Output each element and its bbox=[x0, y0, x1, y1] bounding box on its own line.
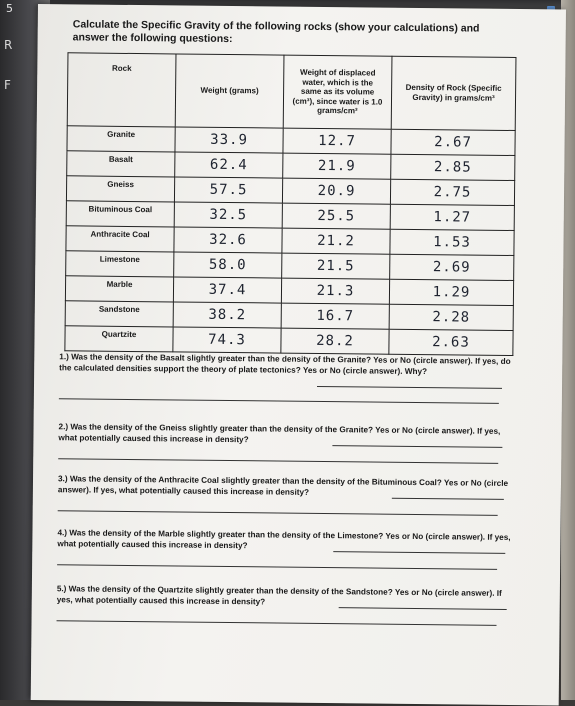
weight-cell[interactable]: 37.4 bbox=[173, 277, 281, 303]
density-cell[interactable]: 2.85 bbox=[391, 154, 515, 180]
rock-name-cell: Bituminous Coal bbox=[66, 201, 174, 227]
displaced-water-cell[interactable]: 21.3 bbox=[281, 278, 389, 304]
density-cell[interactable]: 2.28 bbox=[389, 304, 513, 330]
density-cell[interactable]: 1.29 bbox=[389, 279, 513, 305]
answer-line-1a[interactable] bbox=[317, 386, 502, 389]
header-displaced-water: Weight of displaced water, which is the same as its volume (cm³), since water is 1.0 grams/cm³ bbox=[283, 55, 392, 129]
weight-cell[interactable]: 57.5 bbox=[174, 177, 282, 203]
answer-line-3a[interactable] bbox=[392, 498, 504, 500]
rock-name-cell: Sandstone bbox=[65, 301, 173, 327]
rock-density-table bbox=[64, 52, 516, 356]
weight-cell[interactable]: 32.5 bbox=[174, 202, 282, 228]
displaced-water-cell[interactable]: 21.9 bbox=[283, 153, 391, 179]
header-density: Density of Rock (Specific Gravity) in grams/cm³ bbox=[391, 56, 516, 130]
rock-name-cell: Quartzite bbox=[65, 326, 173, 352]
question-3 bbox=[58, 474, 513, 500]
displaced-water-cell[interactable]: 20.9 bbox=[282, 178, 390, 204]
question-1-text: 1.) Was the density of the Basalt slightly greater than the density of the Granite? Yes or No (circle answer). If yes, do the calculated densities support the theory of plate tectonics? Yes or No (circle answer). Why? bbox=[59, 352, 511, 376]
question-4 bbox=[57, 528, 512, 554]
weight-cell[interactable]: 38.2 bbox=[173, 302, 281, 328]
worksheet-page bbox=[31, 4, 566, 705]
rock-name-cell: Anthracite Coal bbox=[66, 226, 174, 252]
table-header-row bbox=[67, 53, 516, 131]
question-5 bbox=[57, 584, 512, 610]
question-2-text: 2.) Was the density of the Gneiss slightly greater than the density of the Granite? Yes or No (circle answer). If yes, what potentially caused this increase in density? bbox=[58, 422, 501, 444]
edge-letter-r: R bbox=[4, 38, 13, 52]
edge-letter-f: F bbox=[4, 78, 11, 92]
answer-line-2b[interactable] bbox=[58, 458, 498, 464]
header-weight: Weight (grams) bbox=[175, 54, 284, 128]
question-4-text: 4.) Was the density of the Marble slightly greater than the density of the Limestone? Yes or No (circle answer). If yes, what potentially caused this increase in density? bbox=[57, 528, 511, 550]
answer-line-5b[interactable] bbox=[57, 620, 497, 626]
weight-cell[interactable]: 62.4 bbox=[175, 152, 283, 178]
header-rock: Rock bbox=[67, 53, 176, 127]
question-3-text: 3.) Was the density of the Anthracite Coal slightly greater than the density of the Bituminous Coal? Yes or No (circle answer). If yes, what potentially caused this increase in density? bbox=[57, 474, 509, 497]
displaced-water-cell[interactable]: 21.5 bbox=[282, 253, 390, 279]
density-cell[interactable]: 2.63 bbox=[389, 329, 513, 355]
answer-line-1b[interactable] bbox=[59, 398, 499, 404]
worksheet-heading: Calculate the Specific Gravity of the following rocks (show your calculations) and answer the following questions: bbox=[72, 18, 480, 46]
displaced-water-cell[interactable]: 28.2 bbox=[281, 328, 389, 354]
rock-name-cell: Marble bbox=[65, 276, 173, 302]
page-number: 5 bbox=[6, 2, 13, 15]
density-cell[interactable]: 1.53 bbox=[390, 229, 514, 255]
rock-name-cell: Basalt bbox=[67, 151, 175, 177]
rock-name-cell: Gneiss bbox=[66, 176, 174, 202]
density-cell[interactable]: 2.69 bbox=[390, 254, 514, 280]
displaced-water-cell[interactable]: 12.7 bbox=[283, 128, 391, 154]
question-1 bbox=[59, 352, 514, 378]
weight-cell[interactable]: 33.9 bbox=[175, 127, 283, 153]
density-cell[interactable]: 2.75 bbox=[390, 179, 514, 205]
table-row bbox=[65, 326, 513, 356]
displaced-water-cell[interactable]: 25.5 bbox=[282, 203, 390, 229]
weight-cell[interactable]: 74.3 bbox=[173, 327, 281, 353]
weight-cell[interactable]: 32.6 bbox=[174, 227, 282, 253]
rock-name-cell: Granite bbox=[67, 126, 175, 152]
question-5-text: 5.) Was the density of the Quartzite slightly greater than the density of the Sandstone? Yes or No (circle answer). If yes, what potentially caused this increase in density? bbox=[56, 584, 502, 606]
answer-line-4b[interactable] bbox=[57, 564, 497, 570]
weight-cell[interactable]: 58.0 bbox=[174, 252, 282, 278]
rock-name-cell: Limestone bbox=[66, 251, 174, 277]
displaced-water-cell[interactable]: 21.2 bbox=[282, 228, 390, 254]
density-cell[interactable]: 2.67 bbox=[391, 129, 515, 155]
answer-line-3b[interactable] bbox=[58, 510, 498, 516]
displaced-water-cell[interactable]: 16.7 bbox=[281, 303, 389, 329]
question-2 bbox=[58, 422, 513, 448]
density-cell[interactable]: 1.27 bbox=[390, 204, 514, 230]
